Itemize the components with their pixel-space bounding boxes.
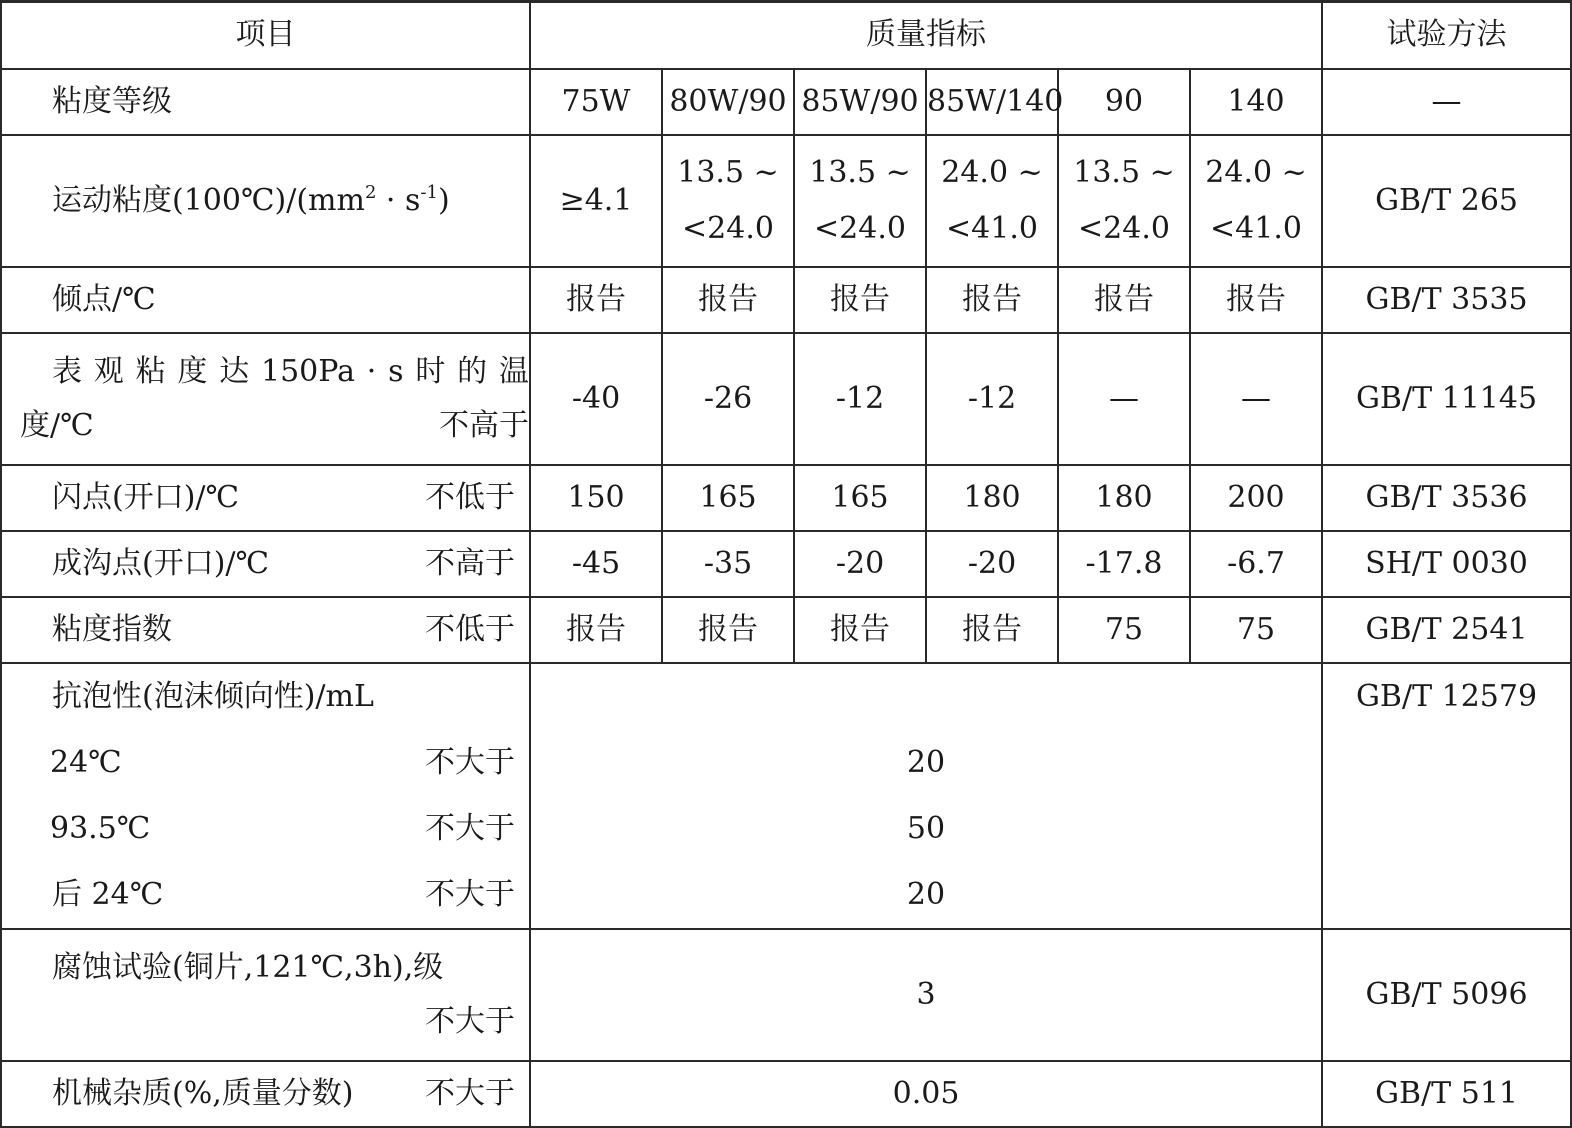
foam-title-line [52,664,515,730]
flash-method: GB/T 3536 [1322,465,1571,531]
vi-cell: 报告 [530,597,662,663]
apparent-cell: -12 [926,333,1058,465]
row-kinematic [1,135,1571,267]
kinematic-range [1058,135,1190,267]
foam-sub-row [50,730,515,796]
kinematic-sup-1: 2 [364,181,377,203]
range-to: <41.0 [1210,210,1302,246]
pour-cell: 报告 [530,267,662,333]
channel-cell: -45 [530,531,662,597]
flash-cell: 180 [1058,465,1190,531]
channel-cell: -6.7 [1190,531,1322,597]
pour-cell: 报告 [1190,267,1322,333]
apparent-unit: 度/℃ [20,407,94,443]
corrosion-label [1,929,530,1061]
foam-label [1,663,530,929]
foam-temp: 24℃ [50,744,122,780]
vi-label-text: 粘度指数 [52,611,172,647]
row-pour [1,267,1571,333]
row-grade [1,69,1571,135]
channel-cell: -20 [926,531,1058,597]
range-to: <24.0 [682,210,774,246]
foam-sub-row [50,796,515,862]
vi-method: GB/T 2541 [1322,597,1571,663]
grade-cell: 85W/90 [794,69,926,135]
range-from: 24.0 ~ [1205,154,1307,190]
kinematic-label-mid: · s [376,182,421,218]
corrosion-condition: 不大于 [425,1003,515,1039]
flash-condition: 不低于 [425,479,515,515]
channel-label-text: 成沟点(开口)/℃ [52,545,270,581]
flash-cell: 200 [1190,465,1322,531]
foam-label-text: 抗泡性(泡沫倾向性)/mL [52,678,374,714]
range-to: <24.0 [814,210,906,246]
word: 粘 [135,353,166,389]
pour-cell: 报告 [794,267,926,333]
kinematic-range [926,135,1058,267]
row-impurity [1,1061,1571,1127]
foam-sub-row [52,862,515,928]
vi-cell: 报告 [794,597,926,663]
header-quality: 质量指标 [530,2,1322,69]
apparent-label-line2 [20,399,529,453]
word: s [388,353,404,389]
apparent-label-line1 [20,345,529,399]
word: 表 [52,353,82,389]
pour-cell: 报告 [1058,267,1190,333]
foam-value: 20 [906,876,946,912]
impurity-label [1,1061,530,1127]
kinematic-range [1190,135,1322,267]
header-item: 项目 [1,2,530,69]
flash-label-text: 闪点(开口)/℃ [52,479,240,515]
grade-cell: 140 [1190,69,1322,135]
foam-values [530,663,1322,929]
kinematic-sup-2: -1 [420,181,438,203]
grade-cell: 80W/90 [662,69,794,135]
corrosion-method: GB/T 5096 [1322,929,1571,1061]
row-vi [1,597,1571,663]
foam-condition: 不大于 [425,744,515,780]
row-flash [1,465,1571,531]
apparent-method: GB/T 11145 [1322,333,1571,465]
header-row [1,2,1571,69]
apparent-cell: -40 [530,333,662,465]
pour-cell: 报告 [662,267,794,333]
apparent-cell: — [1058,333,1190,465]
channel-condition: 不高于 [425,545,515,581]
apparent-cell: — [1190,333,1322,465]
vi-cell: 报告 [926,597,1058,663]
apparent-label [1,333,530,465]
vi-cell: 75 [1190,597,1322,663]
kinematic-label [1,135,530,267]
row-apparent [1,333,1571,465]
vi-label [1,597,530,663]
word: 达 [219,353,250,389]
foam-value: 50 [906,810,946,846]
foam-condition: 不大于 [425,810,515,846]
row-channel [1,531,1571,597]
apparent-condition: 不高于 [439,407,529,443]
range-from: 24.0 ~ [941,154,1043,190]
word: 观 [93,353,124,389]
apparent-cell: -26 [662,333,794,465]
range-from: 13.5 ~ [677,154,779,190]
row-corrosion [1,929,1571,1061]
impurity-method: GB/T 511 [1322,1061,1571,1127]
channel-cell: -35 [662,531,794,597]
vi-condition: 不低于 [425,611,515,647]
flash-label [1,465,530,531]
word: 150Pa [260,353,355,389]
range-from: 13.5 ~ [1073,154,1175,190]
foam-condition: 不大于 [425,876,515,912]
pour-label: 倾点/℃ [1,267,530,333]
header-method: 试验方法 [1322,2,1571,69]
kinematic-range [662,135,794,267]
apparent-cell: -12 [794,333,926,465]
grade-label: 粘度等级 [1,69,530,135]
word: 的 [457,353,488,389]
word: 度 [177,353,208,389]
corrosion-value: 3 [530,929,1322,1061]
kinematic-cell: ≥4.1 [530,135,662,267]
grade-cell: 75W [530,69,662,135]
flash-cell: 165 [794,465,926,531]
foam-value-spacer [531,664,1321,730]
flash-cell: 165 [662,465,794,531]
grade-cell: 90 [1058,69,1190,135]
word: · [366,353,377,389]
pour-cell: 报告 [926,267,1058,333]
word: 温 [498,353,529,389]
pour-method: GB/T 3535 [1322,267,1571,333]
vi-cell: 75 [1058,597,1190,663]
kinematic-label-pre: 运动粘度(100℃)/(mm [52,182,365,218]
channel-method: SH/T 0030 [1322,531,1571,597]
impurity-value: 0.05 [530,1061,1322,1127]
channel-label [1,531,530,597]
kinematic-method: GB/T 265 [1322,135,1571,267]
flash-cell: 150 [530,465,662,531]
flash-cell: 180 [926,465,1058,531]
kinematic-label-post: ) [437,182,450,218]
grade-cell: 85W/140 [926,69,1058,135]
vi-cell: 报告 [662,597,794,663]
foam-method-cell [1322,663,1571,929]
foam-temp: 93.5℃ [50,810,151,846]
word: 时 [415,353,446,389]
range-to: <41.0 [946,210,1038,246]
impurity-label-text: 机械杂质(%,质量分数) [52,1075,354,1111]
foam-value: 20 [906,744,946,780]
foam-temp: 后 24℃ [52,876,164,912]
range-from: 13.5 ~ [809,154,911,190]
impurity-condition: 不大于 [425,1075,515,1111]
kinematic-range [794,135,926,267]
corrosion-label-text: 腐蚀试验(铜片,121℃,3h),级 [52,949,444,985]
channel-cell: -20 [794,531,926,597]
foam-method: GB/T 12579 [1355,678,1538,714]
row-foam [1,663,1571,929]
range-to: <24.0 [1078,210,1170,246]
channel-cell: -17.8 [1058,531,1190,597]
grade-method: — [1322,69,1571,135]
